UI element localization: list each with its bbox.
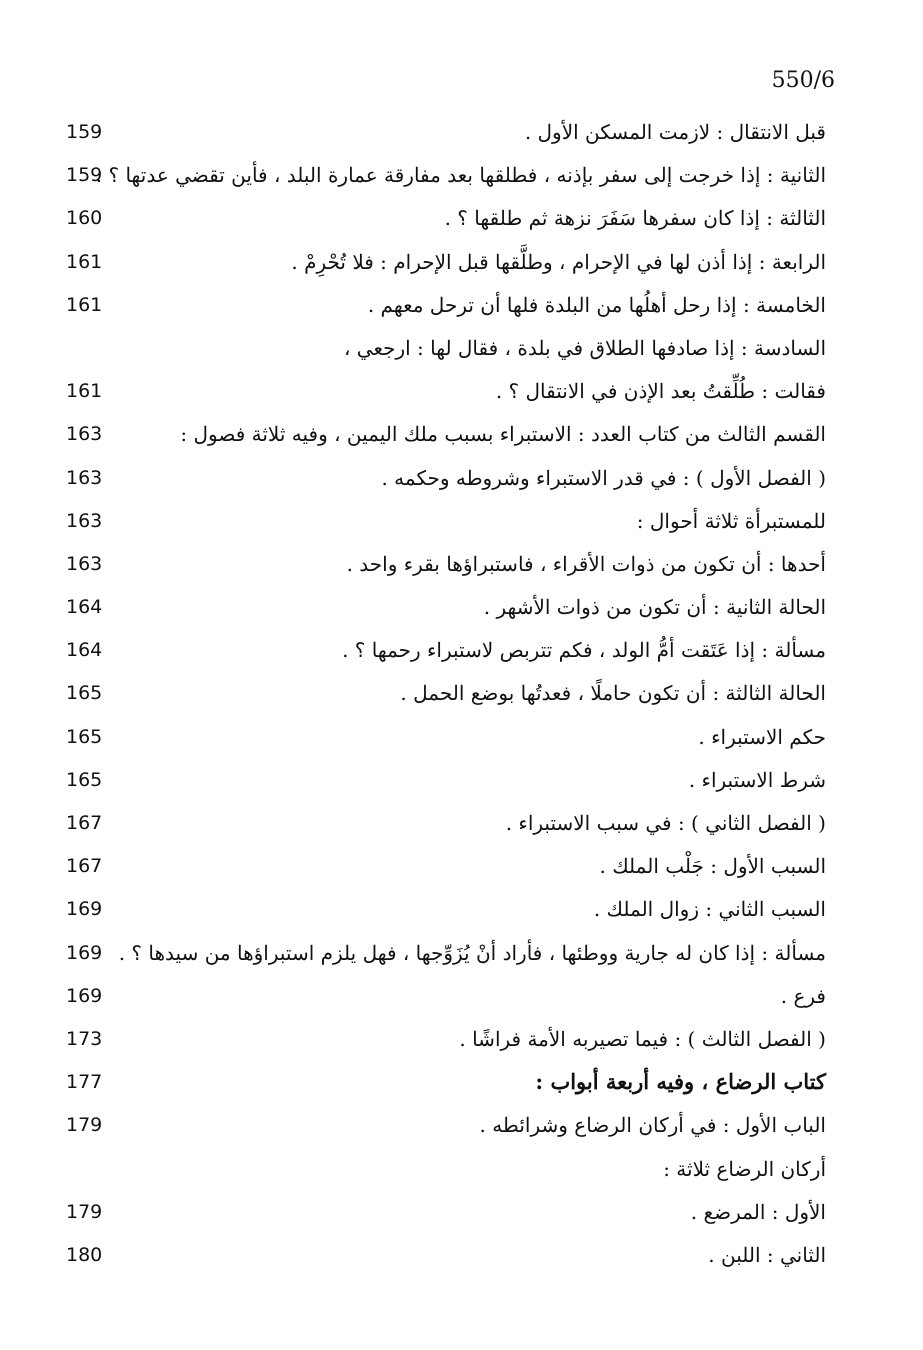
toc-row (0, 631, 923, 674)
toc-row (0, 1193, 923, 1236)
toc-entry-text: الحالة الثالثة : أن تكون حاملًا ، فعدتُها بوضع الحمل . (400, 681, 826, 706)
toc-row (0, 113, 923, 156)
toc-page-number: 165 (66, 725, 103, 748)
toc-row (0, 243, 923, 286)
toc-page-number: 161 (66, 293, 103, 316)
toc-page-number: 159 (66, 121, 103, 143)
toc-entry-text: ( الفصل الثالث ) : فيما تصيربه الأمة فراشًا . (459, 1026, 826, 1051)
toc-entry-text: مسألة : إذا عَتَقت أمُّ الولد ، فكم تتربص لاستبراء رحمها ؟ . (342, 638, 826, 663)
toc-row (0, 977, 923, 1020)
toc-page-number: 179 (66, 1200, 103, 1223)
toc-entry-text: حكم الاستبراء . (698, 724, 826, 749)
toc-page-number: 169 (66, 941, 103, 964)
toc-entry-heading: كتاب الرضاع ، وفيه أربعة أبواب : (535, 1069, 826, 1095)
toc-row (0, 674, 923, 717)
toc-row (0, 1063, 923, 1106)
toc-row (0, 286, 923, 329)
toc-row (0, 156, 923, 199)
toc-entry-text: السادسة : إذا صادفها الطلاق في بلدة ، فقال لها : ارجعي ، (343, 335, 826, 360)
toc-row (0, 1020, 923, 1063)
toc-row (0, 804, 923, 847)
toc-entry-text: الثالثة : إذا كان سفرها سَفَرَ نزهة ثم طلقها ؟ . (444, 206, 826, 231)
toc-row (0, 588, 923, 631)
toc-row (0, 1106, 923, 1149)
toc-row (0, 847, 923, 890)
toc-entry-text: قبل الانتقال : لازمت المسكن الأول . (524, 120, 826, 144)
toc-page-number: 164 (66, 596, 103, 619)
toc-entry-text: أركان الرضاع ثلاثة : (663, 1156, 826, 1181)
toc-entry-text: السبب الأول : جَلْب الملك . (599, 854, 826, 879)
toc-row (0, 459, 923, 502)
toc-row (0, 502, 923, 545)
toc-page-number: 180 (66, 1243, 103, 1266)
toc-page-number: 165 (66, 682, 103, 705)
toc-row (0, 718, 923, 761)
toc-page-number: 167 (66, 855, 103, 878)
toc-row (0, 329, 923, 372)
toc-entry-text: الرابعة : إذا أذن لها في الإحرام ، وطلَّقها قبل الإحرام : فلا تُحْرِمْ . (291, 249, 826, 274)
toc-page-number: 161 (66, 250, 103, 273)
toc-row (0, 934, 923, 977)
toc-entry-text: فقالت : طُلِّقتُ بعد الإذن في الانتقال ؟ . (495, 379, 826, 404)
toc-page-number: 160 (66, 207, 103, 230)
toc-row (0, 1236, 923, 1279)
toc-entry-text: مسألة : إذا كان له جارية ووطئها ، فأراد أنْ يُزَوِّجها ، فهل يلزم استبراؤها من سيدها ؟ . (118, 940, 826, 965)
toc-row (0, 1150, 923, 1193)
toc-row (0, 199, 923, 242)
toc-page-number: 163 (66, 552, 103, 575)
toc-entry-text: شرط الاستبراء . (688, 767, 826, 792)
toc-page-number: 169 (66, 984, 103, 1007)
toc-row (0, 372, 923, 415)
toc-entry-text: للمستبرأة ثلاثة أحوال : (636, 508, 826, 533)
toc-page-number: 169 (66, 898, 103, 921)
toc-entry-text: الباب الأول : في أركان الرضاع وشرائطه . (479, 1113, 826, 1138)
toc-entry-text: الخامسة : إذا رحل أهلُها من البلدة فلها أن ترحل معهم . (367, 292, 826, 317)
toc-row (0, 415, 923, 458)
toc-page-number: 163 (66, 423, 103, 446)
toc-page-number: 179 (66, 1114, 103, 1137)
toc-entry-text: فرع . (780, 983, 826, 1008)
toc-row (0, 761, 923, 804)
toc-page-number: 165 (66, 768, 103, 791)
toc-entry-text: السبب الثاني : زوال الملك . (593, 897, 826, 922)
toc-page-number: 167 (66, 812, 103, 834)
toc-page-number: 173 (66, 1027, 103, 1050)
toc-page-number: 164 (66, 639, 103, 662)
toc-page-number: 177 (66, 1071, 103, 1094)
toc-entry-text: الثانية : إذا خرجت إلى سفر بإذنه ، فطلقها بعد مفارقة عمارة البلد ، فأين تقضي عدتها ؟ . (95, 163, 826, 188)
toc-entry-text: الأول : المرضع . (690, 1199, 826, 1224)
toc-entry-text: الثاني : اللبن . (708, 1242, 826, 1267)
toc-entry-text: ( الفصل الأول ) : في قدر الاستبراء وشروطه وحكمه . (381, 465, 826, 490)
toc-page-number: 163 (66, 466, 103, 489)
toc-row (0, 545, 923, 588)
toc-row (0, 890, 923, 933)
toc-entry-text: أحدها : أن تكون من ذوات الأقراء ، فاستبراؤها بقرء واحد . (346, 551, 826, 576)
toc-entry-text: الحالة الثانية : أن تكون من ذوات الأشهر . (483, 595, 826, 620)
table-of-contents (0, 113, 923, 1279)
toc-page-number: 161 (66, 380, 103, 403)
toc-entry-text: ( الفصل الثاني ) : في سبب الاستبراء . (505, 811, 826, 835)
toc-page-number: 159 (66, 164, 103, 187)
page-number: 550/6 (771, 68, 835, 93)
toc-page-number: 163 (66, 509, 103, 532)
toc-entry-text: القسم الثالث من كتاب العدد : الاستبراء بسبب ملك اليمين ، وفيه ثلاثة فصول : (180, 422, 826, 447)
